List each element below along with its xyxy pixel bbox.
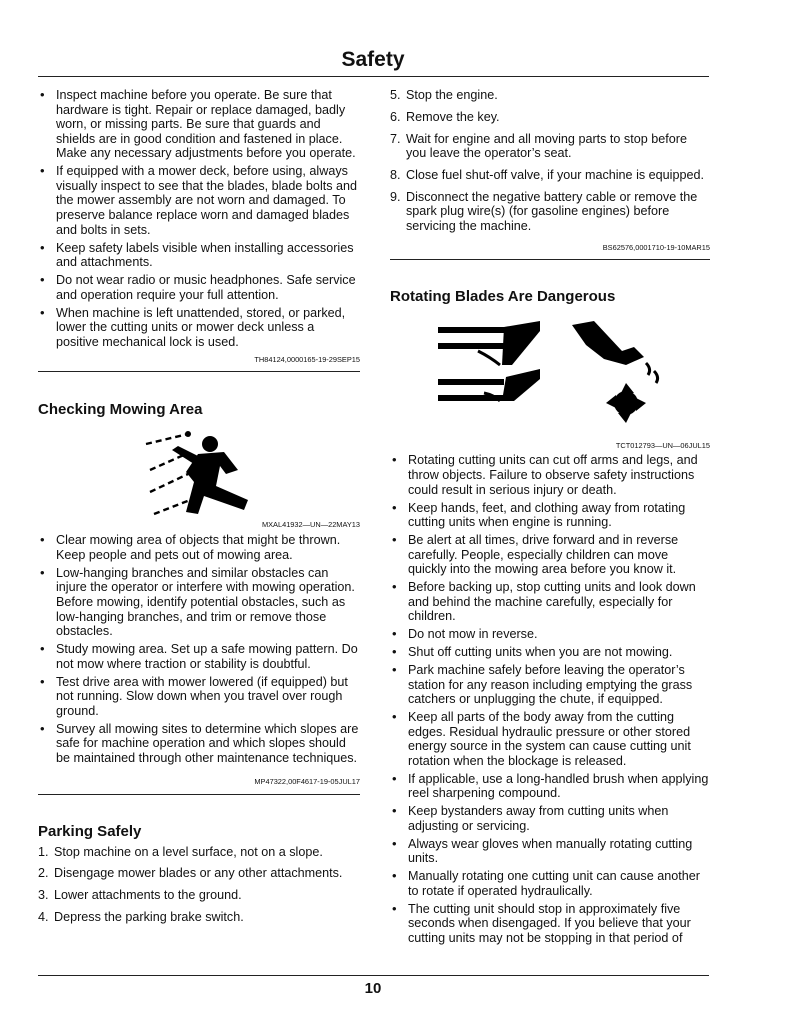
rotating-blades-bullet-list <box>390 453 710 945</box>
list-item: • Keep safety labels visible when installing accessories and attachments. <box>38 241 360 270</box>
section-heading-rotating-blades: Rotating Blades Are Dangerous <box>390 288 616 306</box>
reference-code: TH84124,0000165-19-29SEP15 <box>38 353 360 373</box>
list-item: • Inspect machine before you operate. Be sure that hardware is tight. Repair or replace damaged, badly worn, or missing parts. Be sure that guards and shields are in good condition and fastened in place. Make any necessary adjustments before you operate. <box>38 88 360 161</box>
list-item: • Clear mowing area of objects that might be thrown. Keep people and pets out of mowing area. <box>38 533 360 562</box>
list-item: • Before backing up, stop cutting units and look down and behind the machine carefully, especially for children. <box>390 580 710 624</box>
thrown-objects-illustration <box>38 430 360 518</box>
list-item: 7. Wait for engine and all moving parts to stop before you leave the operator’s seat. <box>390 131 687 161</box>
thrown-objects-icon <box>38 430 360 518</box>
figure-reference: MXAL41932—UN—22MAY13 <box>261 519 360 529</box>
list-item: • When machine is left unattended, stored, or parked, lower the cutting units or mower deck unless a positive mechanical lock is used. <box>38 306 360 350</box>
list-item: 1. Stop machine on a level surface, not on a slope. <box>38 844 323 859</box>
page-title: Safety <box>341 48 405 71</box>
figure-reference: TCT012793—UN—06JUL15 <box>615 440 710 450</box>
footer-rule <box>38 975 709 976</box>
list-item: 9. Disconnect the negative battery cable or remove the spark plug wire(s) (for gasoline engines) before servicing the machine. <box>390 189 698 233</box>
list-item: 2. Disengage mower blades or any other attachments. <box>38 866 343 881</box>
list-item: 8. Close fuel shut-off valve, if your machine is equipped. <box>390 167 704 182</box>
list-item: 4. Depress the parking brake switch. <box>38 909 244 924</box>
intro-bullet-list <box>38 88 360 349</box>
list-item: 3. Lower attachments to the ground. <box>38 888 242 903</box>
mowing-area-bullet-list <box>38 533 360 765</box>
right-column <box>390 88 710 949</box>
list-item: • If equipped with a mower deck, before using, always visually inspect to see that the blades, blade bolts and the mower assembly are not worn and damaged. To preserve balance replace worn and damaged blades and bolts in sets. <box>38 164 360 237</box>
parking-steps-continued <box>390 88 710 234</box>
list-item: • If applicable, use a long-handled brush when applying reel sharpening compound. <box>390 772 710 801</box>
list-item: • Study mowing area. Set up a safe mowing pattern. Do not mow where traction or stability is doubtful. <box>38 642 360 671</box>
list-item: • Survey all mowing sites to determine which slopes are safe for machine operation and which slopes should be maintained through other maintenance techniques. <box>38 722 360 766</box>
list-item: • Low-hanging branches and similar obstacles can injure the operator or interfere with mowing operation. Before mowing, identify potential obstacles, such as low-hanging branches, and trim or remove those obstacles. <box>38 566 360 639</box>
list-item: • Shut off cutting units when you are not mowing. <box>390 645 710 660</box>
left-column <box>38 88 360 932</box>
list-item: • Keep hands, feet, and clothing away from rotating cutting units when engine is running. <box>390 501 710 530</box>
list-item: • Test drive area with mower lowered (if equipped) but not running. Slow down when you travel over rough ground. <box>38 675 360 719</box>
section-heading-parking: Parking Safely <box>38 823 142 841</box>
list-item: • Do not wear radio or music headphones. Safe service and operation require your full attention. <box>38 273 360 302</box>
reference-code: BS62576,0001710-19-10MAR15 <box>390 241 710 261</box>
reference-code: MP47322,00F4617-19-05JUL17 <box>38 775 360 795</box>
list-item: • The cutting unit should stop in approximately five seconds when disengaged. If you believe that your cutting units may not be stopping in that period of <box>390 902 710 946</box>
list-item: • Be alert at all times, drive forward and in reverse carefully. People, especially children can move quickly into the mowing area before you know it. <box>390 533 710 577</box>
list-item: • Do not mow in reverse. <box>390 627 710 642</box>
page-number: 10 <box>364 980 382 997</box>
list-item: • Manually rotating one cutting unit can cause another to rotate if operated hydraulically. <box>390 869 710 898</box>
parking-steps-list <box>38 845 360 925</box>
list-item: 5. Stop the engine. <box>390 88 498 102</box>
list-item: • Keep bystanders away from cutting units when adjusting or servicing. <box>390 804 710 833</box>
rotating-blades-illustration <box>390 321 710 439</box>
list-item: • Rotating cutting units can cut off arms and legs, and throw objects. Failure to observe safety instructions could result in serious injury or death. <box>390 453 710 497</box>
header-rule <box>38 76 709 77</box>
list-item: 6. Remove the key. <box>390 109 500 124</box>
rotating-blades-icon <box>390 321 710 439</box>
list-item: • Park machine safely before leaving the operator’s station for any reason including emptying the grass catchers or unplugging the chute, if equipped. <box>390 663 710 707</box>
list-item: • Always wear gloves when manually rotating cutting units. <box>390 837 710 866</box>
list-item: • Keep all parts of the body away from the cutting edges. Residual hydraulic pressure or other stored energy source in the system can cause cutting unit rotation when the blockage is released. <box>390 710 710 768</box>
section-heading-mowing-area: Checking Mowing Area <box>38 401 203 419</box>
